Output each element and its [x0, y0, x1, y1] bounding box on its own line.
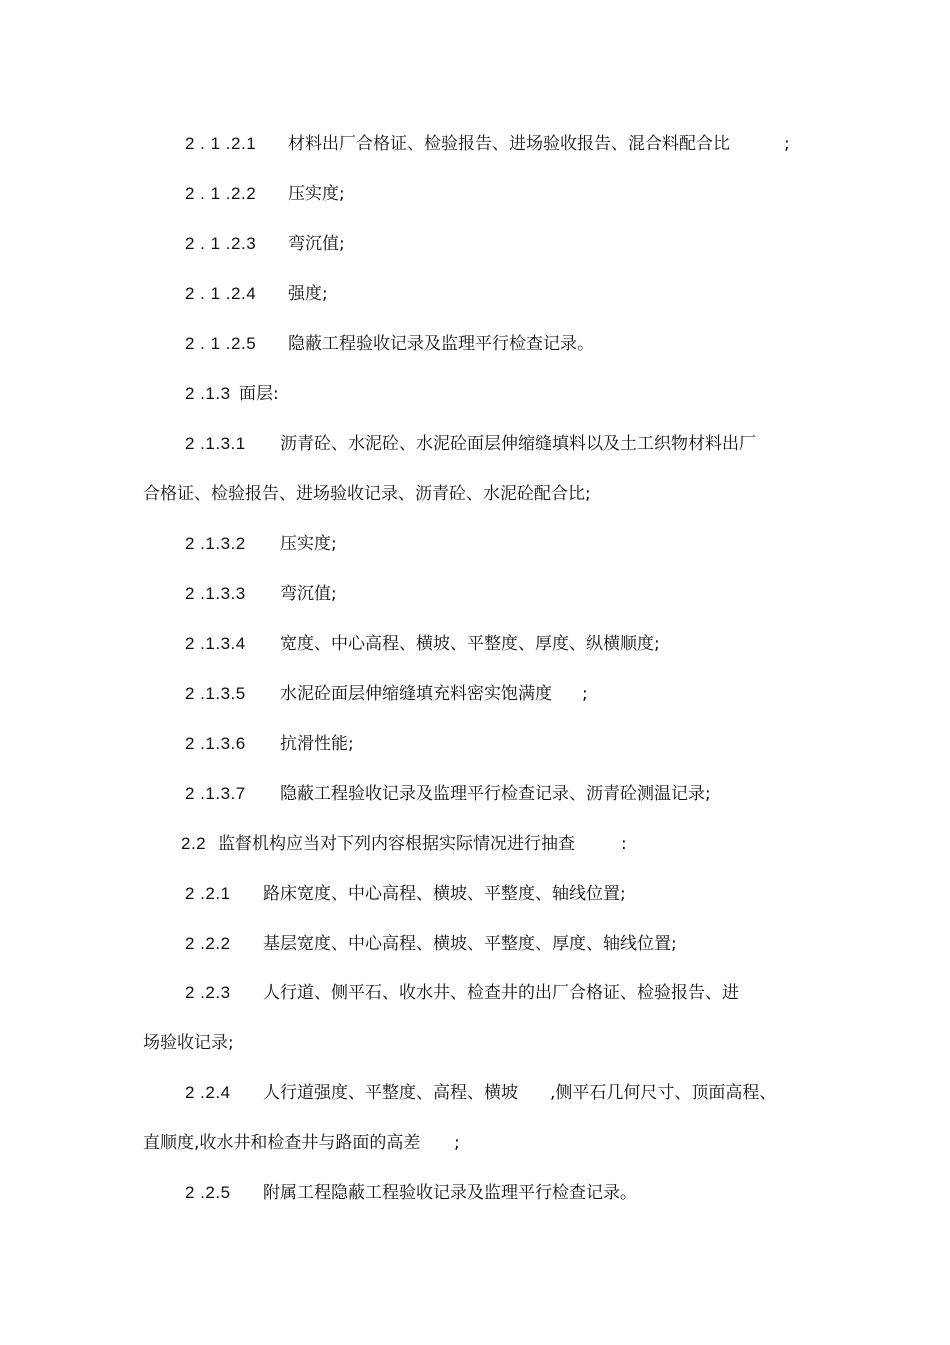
clause-tail: ; [582, 684, 588, 704]
clause-text: 路床宽度、中心高程、横坡、平整度、轴线位置; [263, 884, 626, 904]
clause-number: 2 .1.3.2 [185, 534, 246, 553]
section-number: 2 .1.3 [185, 384, 231, 403]
clause-2-2-3-continued [0, 1028, 950, 1058]
clause-tail: ; [454, 1133, 460, 1153]
section-2-1-3 [0, 379, 950, 409]
clause-text: 材料出厂合格证、检验报告、进场验收报告、混合料配合比 [288, 134, 730, 154]
clause-2-1-3-2 [0, 529, 950, 559]
clause-2-2-2 [0, 929, 950, 959]
clause-number: 2 . 1 .2.5 [185, 334, 257, 353]
clause-2-1-2-1 [0, 129, 950, 159]
clause-number: 2 .2.1 [185, 884, 231, 903]
clause-number: 2 .1.3.6 [185, 734, 246, 753]
clause-number: 2 . 1 .2.3 [185, 234, 257, 253]
clause-number: 2 . 1 .2.1 [185, 134, 257, 153]
clause-number: 2 .1.3.3 [185, 584, 246, 603]
section-tail: : [621, 834, 627, 854]
clause-2-2-1 [0, 879, 950, 909]
clause-text: 水泥砼面层伸缩缝填充料密实饱满度 [280, 684, 552, 704]
section-title: 监督机构应当对下列内容根据实际情况进行抽查 [218, 834, 575, 854]
clause-number: 2 . 1 .2.2 [185, 184, 257, 203]
clause-2-1-3-1-continued [0, 479, 950, 509]
clause-text-continued: 场验收记录; [143, 1033, 234, 1053]
clause-number: 2 .2.4 [185, 1083, 231, 1102]
clause-text: 弯沉值; [280, 584, 337, 604]
clause-number: 2 .1.3.1 [185, 434, 246, 453]
clause-2-2-4-continued [0, 1128, 950, 1158]
clause-text-continued: 直顺度,收水井和检查井与路面的高差 [143, 1133, 421, 1153]
clause-2-1-2-5 [0, 329, 950, 359]
clause-number: 2 .2.2 [185, 934, 231, 953]
clause-number: 2 . 1 .2.4 [185, 284, 257, 303]
clause-2-1-3-1 [0, 429, 950, 459]
clause-tail: ; [784, 134, 790, 154]
clause-text: 附属工程隐蔽工程验收记录及监理平行检查记录。 [263, 1183, 637, 1203]
clause-2-1-3-4 [0, 629, 950, 659]
clause-2-1-3-3 [0, 579, 950, 609]
clause-text: 人行道、侧平石、收水井、检查井的出厂合格证、检验报告、进 [263, 983, 739, 1003]
section-2-2 [0, 829, 950, 859]
clause-2-2-4 [0, 1078, 950, 1108]
clause-text: 压实度; [280, 534, 337, 554]
section-title: 面层: [239, 384, 279, 404]
section-number: 2.2 [181, 834, 207, 853]
clause-text: 基层宽度、中心高程、横坡、平整度、厚度、轴线位置; [263, 934, 677, 954]
clause-2-1-2-4 [0, 279, 950, 309]
clause-text: 沥青砼、水泥砼、水泥砼面层伸缩缝填料以及土工织物材料出厂 [280, 434, 756, 454]
clause-text: 隐蔽工程验收记录及监理平行检查记录、沥青砼测温记录; [280, 784, 711, 804]
clause-2-1-3-5 [0, 679, 950, 709]
clause-text: 人行道强度、平整度、高程、横坡 [263, 1083, 518, 1103]
clause-2-1-2-3 [0, 229, 950, 259]
clause-number: 2 .2.3 [185, 983, 231, 1002]
clause-2-1-3-7 [0, 779, 950, 809]
clause-text-continued: 合格证、检验报告、进场验收记录、沥青砼、水泥砼配合比; [143, 484, 591, 504]
clause-text: 隐蔽工程验收记录及监理平行检查记录。 [288, 334, 594, 354]
clause-2-2-3 [0, 978, 950, 1008]
clause-2-1-3-6 [0, 729, 950, 759]
clause-number: 2 .1.3.5 [185, 684, 246, 703]
clause-tail: ,侧平石几何尺寸、顶面高程、 [550, 1083, 777, 1103]
clause-number: 2 .1.3.4 [185, 634, 246, 653]
clause-text: 弯沉值; [288, 234, 345, 254]
clause-2-1-2-2 [0, 179, 950, 209]
clause-text: 宽度、中心高程、横坡、平整度、厚度、纵横顺度; [280, 634, 660, 654]
clause-number: 2 .2.5 [185, 1183, 231, 1202]
clause-2-2-5 [0, 1178, 950, 1208]
clause-number: 2 .1.3.7 [185, 784, 246, 803]
clause-text: 压实度; [288, 184, 345, 204]
clause-text: 强度; [288, 284, 328, 304]
clause-text: 抗滑性能; [280, 734, 354, 754]
